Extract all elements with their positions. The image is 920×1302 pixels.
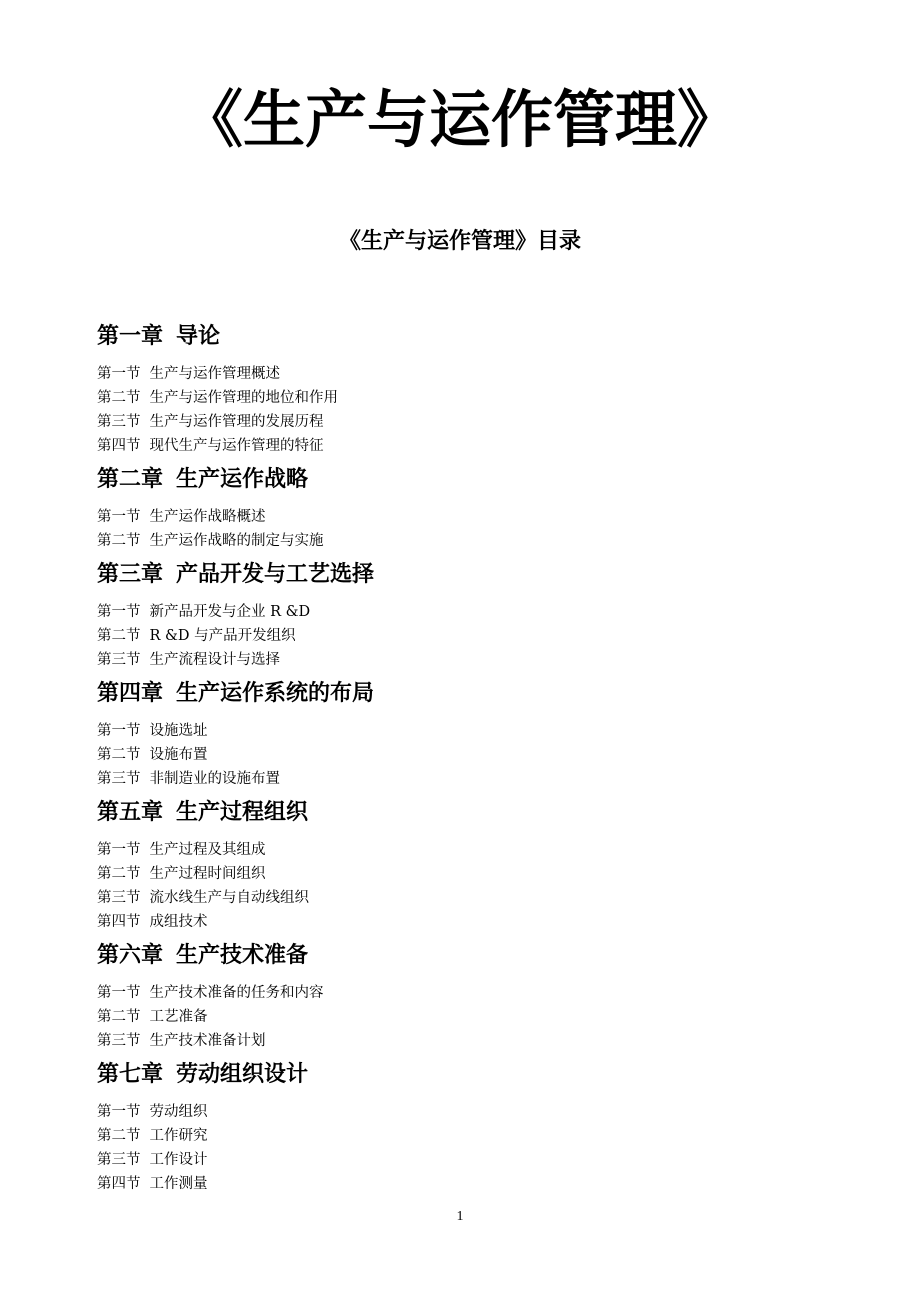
section-item xyxy=(97,910,857,934)
chapter-1 xyxy=(97,320,857,458)
section-title: 工作设计 xyxy=(149,1152,208,1168)
section-item xyxy=(97,767,857,791)
chapter-label: 第四章 xyxy=(97,681,164,706)
section-item xyxy=(97,838,857,862)
chapter-4 xyxy=(97,677,857,791)
section-title: 生产与运作管理的发展历程 xyxy=(149,414,324,430)
section-label: 第二节 xyxy=(97,533,141,549)
section-label: 第二节 xyxy=(97,390,141,406)
section-item xyxy=(97,1172,857,1196)
chapter-title: 导论 xyxy=(176,324,221,349)
chapter-label: 第一章 xyxy=(97,324,164,349)
section-label: 第二节 xyxy=(97,1128,141,1144)
section-item xyxy=(97,743,857,767)
section-item xyxy=(97,434,857,458)
section-label: 第三节 xyxy=(97,890,141,906)
chapter-heading xyxy=(97,796,857,830)
chapter-heading xyxy=(97,558,857,592)
section-label: 第一节 xyxy=(97,1104,141,1120)
section-title: 现代生产与运作管理的特征 xyxy=(149,438,324,454)
section-title: 新产品开发与企业 R &D xyxy=(149,604,311,620)
section-title: 生产与运作管理概述 xyxy=(149,366,280,382)
chapter-heading xyxy=(97,320,857,354)
section-title: 工作测量 xyxy=(149,1176,208,1192)
section-item xyxy=(97,1029,857,1053)
section-item xyxy=(97,505,857,529)
section-item xyxy=(97,1124,857,1148)
section-title: 生产运作战略概述 xyxy=(149,509,266,525)
section-title: 生产与运作管理的地位和作用 xyxy=(149,390,338,406)
section-item xyxy=(97,1005,857,1029)
chapter-title: 劳动组织设计 xyxy=(176,1062,309,1087)
section-item xyxy=(97,1100,857,1124)
chapter-title: 生产过程组织 xyxy=(176,800,309,825)
section-label: 第一节 xyxy=(97,509,141,525)
section-item xyxy=(97,862,857,886)
section-item xyxy=(97,529,857,553)
section-label: 第三节 xyxy=(97,652,141,668)
section-label: 第四节 xyxy=(97,914,141,930)
section-title: R &D 与产品开发组织 xyxy=(149,628,296,644)
section-label: 第四节 xyxy=(97,438,141,454)
section-label: 第二节 xyxy=(97,628,141,644)
section-label: 第一节 xyxy=(97,604,141,620)
section-title: 成组技术 xyxy=(149,914,208,930)
page-number: 1 xyxy=(456,1209,464,1224)
section-title: 生产过程及其组成 xyxy=(149,842,266,858)
chapter-heading xyxy=(97,677,857,711)
chapter-label: 第三章 xyxy=(97,562,164,587)
section-label: 第一节 xyxy=(97,723,141,739)
section-item xyxy=(97,362,857,386)
section-item xyxy=(97,719,857,743)
chapter-label: 第六章 xyxy=(97,943,164,968)
chapter-heading xyxy=(97,939,857,973)
section-label: 第四节 xyxy=(97,1176,141,1192)
section-title: 工作研究 xyxy=(149,1128,208,1144)
section-item xyxy=(97,410,857,434)
section-title: 非制造业的设施布置 xyxy=(149,771,280,787)
section-item xyxy=(97,1148,857,1172)
section-title: 生产技术准备的任务和内容 xyxy=(149,985,324,1001)
section-item xyxy=(97,600,857,624)
section-label: 第二节 xyxy=(97,747,141,763)
section-label: 第三节 xyxy=(97,1033,141,1049)
chapter-heading xyxy=(97,463,857,497)
section-label: 第一节 xyxy=(97,985,141,1001)
section-title: 设施选址 xyxy=(149,723,208,739)
table-of-contents xyxy=(97,320,857,1196)
chapter-7 xyxy=(97,1058,857,1196)
section-title: 生产过程时间组织 xyxy=(149,866,266,882)
section-item xyxy=(97,648,857,672)
section-title: 生产运作战略的制定与实施 xyxy=(149,533,324,549)
chapter-title: 生产运作系统的布局 xyxy=(176,681,375,706)
section-title: 生产流程设计与选择 xyxy=(149,652,280,668)
document-title: 《生产与运作管理》 xyxy=(180,83,739,156)
chapter-3 xyxy=(97,558,857,672)
chapter-label: 第七章 xyxy=(97,1062,164,1087)
section-label: 第一节 xyxy=(97,842,141,858)
section-title: 流水线生产与自动线组织 xyxy=(149,890,309,906)
chapter-label: 第二章 xyxy=(97,467,164,492)
section-item xyxy=(97,386,857,410)
chapter-5 xyxy=(97,796,857,934)
section-title: 工艺准备 xyxy=(149,1009,208,1025)
chapter-title: 产品开发与工艺选择 xyxy=(176,562,375,587)
section-label: 第一节 xyxy=(97,366,141,382)
section-label: 第二节 xyxy=(97,1009,141,1025)
section-label: 第三节 xyxy=(97,1152,141,1168)
chapter-title: 生产技术准备 xyxy=(176,943,309,968)
section-label: 第三节 xyxy=(97,771,141,787)
section-title: 生产技术准备计划 xyxy=(149,1033,266,1049)
section-item xyxy=(97,624,857,648)
toc-title: 《生产与运作管理》目录 xyxy=(338,229,581,254)
section-title: 劳动组织 xyxy=(149,1104,208,1120)
section-title: 设施布置 xyxy=(149,747,208,763)
section-label: 第二节 xyxy=(97,866,141,882)
chapter-title: 生产运作战略 xyxy=(176,467,309,492)
section-item xyxy=(97,886,857,910)
chapter-6 xyxy=(97,939,857,1053)
section-item xyxy=(97,981,857,1005)
chapter-label: 第五章 xyxy=(97,800,164,825)
chapter-heading xyxy=(97,1058,857,1092)
chapter-2 xyxy=(97,463,857,553)
section-label: 第三节 xyxy=(97,414,141,430)
